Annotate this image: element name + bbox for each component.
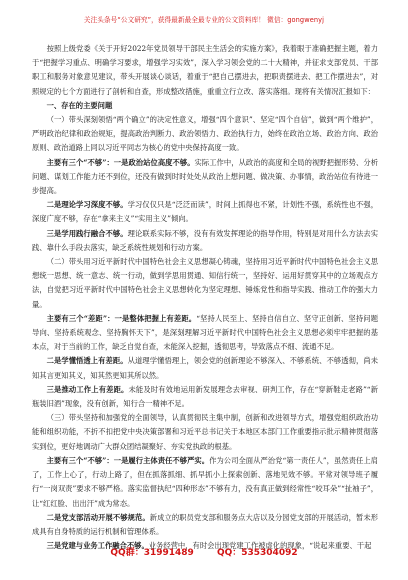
paragraph <box>32 156 378 199</box>
paragraph-lead: 三是学用践行融合不够。 <box>46 228 128 238</box>
paragraph <box>32 511 378 539</box>
paragraph <box>32 227 378 255</box>
paragraph-lead: 三是党建与业务工作融合不够。 <box>46 541 149 551</box>
paragraph-text: 按照上级党委《关于开好2022年党员领导干部民主生活会的实施方案》，我着眼于准确把握主题，着力于“把握学习重点、明确学习要求，增强学习实效”，深入学习领会党的二十大精神，并征求支部党员、干部职工和服务对象意见建议，带头开展谈心谈话，着重于“把自己摆进去，把职责摆进去、把工作摆进去”，对照规定的七个方面进行了剖析和自查，形成整改措施，重重立行立改、落实落细。现将有关情况汇报如下： <box>32 44 378 96</box>
qq-number: QQ：535304092 <box>216 548 298 558</box>
paragraph-lead: 二是理论学习深度不够。 <box>46 200 128 210</box>
document-body <box>32 42 378 553</box>
paragraph-text: （二）带头用习近平新时代中国特色社会主义思想凝心铸魂，坚持用习近平新时代中国特色社会主义思想统一思想、统一意志、统一行动，做到学思用贯通、知信行统一，坚持好、运用好贯穿其中的立场观点方法，自觉把习近平新时代中国特色社会主义思想转化为坚定理想、锤炼党性和指导实践、推动工作的强大力量。 <box>32 257 378 309</box>
paragraph <box>32 383 378 411</box>
paragraph-lead: 主要有三个“差距”：一是整体把握上有差距。 <box>46 313 197 323</box>
paragraph-text: 理论联系实际不够，没有有效发挥理论的指导作用，特别是对用什么方法去实践、靠什么手段去落实，缺乏系统性规划和行动方案。 <box>32 228 379 252</box>
paragraph <box>32 354 378 382</box>
footer-contact <box>0 545 408 558</box>
paragraph-lead: 二是学懂悟透上有差距。 <box>46 356 128 366</box>
paragraph-lead: 二是党支部活动开展不够规范。 <box>46 512 150 522</box>
paragraph-text: 从道理学懂悟理上，领会党的创新理论不够深入、不够系统、不够透彻，尚未知其言更知其义，知其然更知其所以然。 <box>32 356 379 380</box>
paragraph-text: “坚持人民至上、坚持自信自立、坚守正创新、坚持问题导向、坚持系统观念、坚持胸怀天下”，是深刻理解习近平新时代中国特色社会主义思想必须牢牢把握的基本点，对于当前的工作，缺乏自觉自查，未能深入挖掘，透彻思考，导致落点不细、流通不足。 <box>32 313 378 352</box>
paragraph <box>32 113 378 156</box>
paragraph <box>32 198 378 226</box>
paragraph <box>32 411 378 454</box>
paragraph-text: （一）带头深刻领悟“两个确立”的决定性意义，增强“四个意识”、坚定“四个自信”，做到“两个维护”，严明政治纪律和政治规矩，提高政治判断力、政治领悟力、政治执行力，始终在政治立场、政治方向、政治原则、政治道路上同以习近平同志为核心的党中央保持高度一致。 <box>32 115 378 153</box>
section-heading <box>32 99 378 113</box>
paragraph <box>32 255 378 312</box>
paragraph <box>32 42 378 99</box>
paragraph <box>32 454 378 511</box>
paragraph-text: 未能及时有效地运用新发展理念去审视、研判工作，存在“穿新鞋走老路”“新瓶装旧酒”现象，没有创新，知行合一精神不足。 <box>32 384 378 409</box>
paragraph-lead: 主要有三个“不够”：一是履行主体责任不够严实。 <box>46 455 210 465</box>
paragraph-text: （三）带头坚持和加强党的全面领导，认真贯彻民主集中制，创新和改进领导方式，增强党组织政治功能和组织功能，不折不扣把党中央决策部署和习近平总书记关于本地区本部门工作重要指示批示精神贯彻落实到位，更好地调动广大群众团结凝聚好、夯实党执政的根基。 <box>32 413 378 451</box>
paragraph <box>32 312 378 355</box>
header-banner: 关注头条号“公文研究”，获得最新最全最专业的公文资料库！ 微信：gongwenyj <box>83 16 325 24</box>
paragraph-lead: 主要有三个“不够”：一是政治站位高度不够。 <box>46 157 195 167</box>
paragraph-text: 学习仅仅只是“泛泛而读”，时间上抓得也不紧，计划性不强，系统性也不强，深度广度不够，存在“拿来主义”“实用主义”倾向。 <box>32 200 378 224</box>
paragraph-text: 一、存在的主要问题 <box>46 100 113 110</box>
paragraph-text: 新成立的职员党支部和服务点大店以及分园党支部的开展活动，暂未形成具有自身特质的运行机制和管理体系。 <box>32 512 378 536</box>
paragraph-text: 实际工作中，从政治的高度和全局的视野把握形势、分析问题、谋划工作能力还不到位，还没有做到时时处处从政治上想问题、做决策、办事情，政治站位有待进一步提高。 <box>32 157 378 196</box>
qq-group: QQ群：31991489 <box>110 548 194 558</box>
paragraph-text: 业务经营中，有时会出现党建工作被虚化的现象，“说起来重要、干起 <box>148 541 372 551</box>
paragraph-text: 作为公司全面从严治党“第一责任人”，虽然责任上肩了，工作上心了，行动上路了，但在抓落抓细、抓早抓小上探索创新、落地见效不够。平常对领导班子履行“一岗双责”要求不够严格。落实监督执纪“四种形态”不够有力，没有真正做到经常性“咬耳朵”“扯袖子”，让“红红脸、出出汗”成为常态。 <box>32 455 378 508</box>
paragraph-lead: 三是推动工作上有差距。 <box>46 384 129 394</box>
